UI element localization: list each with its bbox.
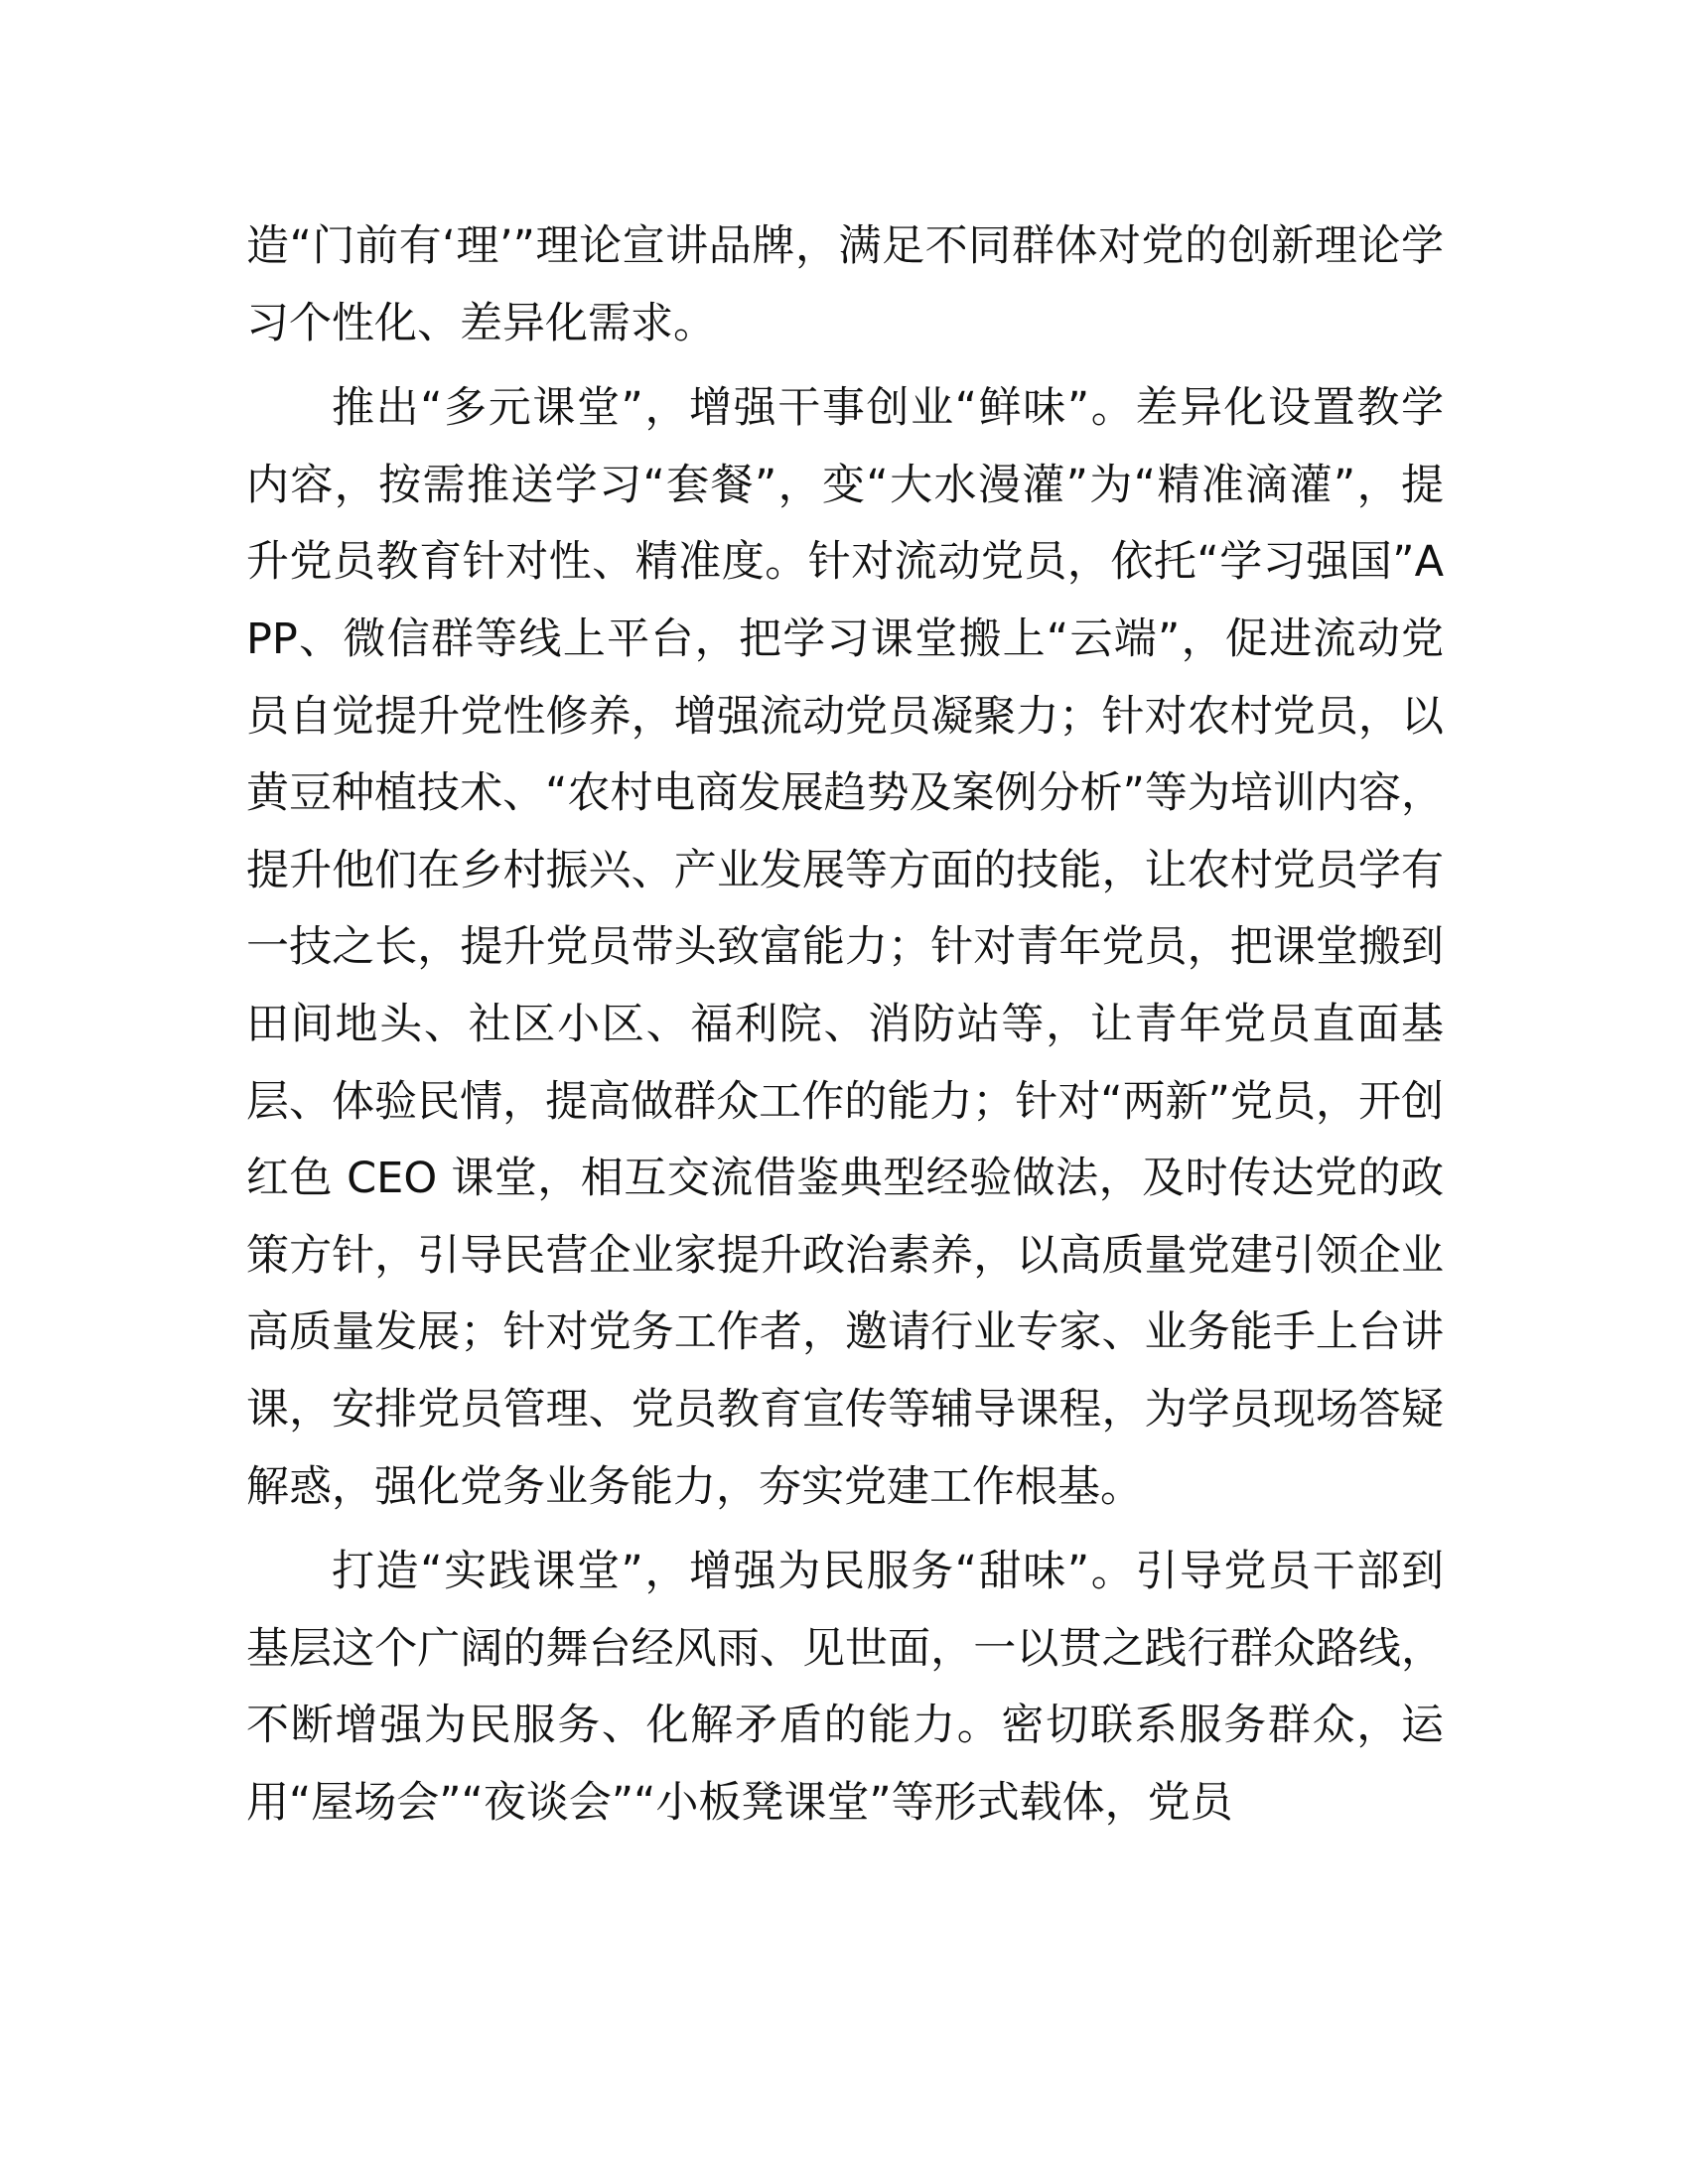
paragraph-diverse-classroom: 推出“多元课堂”，增强干事创业“鲜味”。差异化设置教学内容，按需推送学习“套餐”，变“大水漫灌”为“精准滴灌”，提升党员教育针对性、精准度。针对流动党员，依托“学习强国”APP、微信群等线上平台，把学习课堂搬上“云端”，促进流动党员自觉提升党性修养，增强流动党员凝聚力；针对农村党员，以黄豆种植技术、“农村电商发展趋势及案例分析”等为培训内容，提升他们在乡村振兴、产业发展等方面的技能，让农村党员学有一技之长，提升党员带头致富能力；针对青年党员，把课堂搬到田间地头、社区小区、福利院、消防站等，让青年党员直面基层、体验民情，提高做群众工作的能力；针对“两新”党员，开创红色 CEO 课堂，相互交流借鉴典型经验做法，及时传达党的政策方针，引导民营企业家提升政治素养，以高质量党建引领企业高质量发展；针对党务工作者，邀请行业专家、业务能手上台讲课，安排党员管理、党员教育宣传等辅导课程，为学员现场答疑解惑，强化党务业务能力，夯实党建工作根基。 — [246, 383, 1445, 1512]
paragraph-practice-classroom: 打造“实践课堂”，增强为民服务“甜味”。引导党员干部到基层这个广阔的舞台经风雨、见世面，一以贯之践行群众路线，不断增强为民服务、化解矛盾的能力。密切联系服务群众，运用“屋场会”“夜谈会”“小板凳课堂”等形式载体，党员 — [246, 1547, 1444, 1828]
paragraph-continued-brand: 造“门前有‘理’”理论宣讲品牌，满足不同群体对党的创新理论学习个性化、差异化需求。 — [246, 221, 1444, 348]
body-text — [246, 208, 1444, 1849]
